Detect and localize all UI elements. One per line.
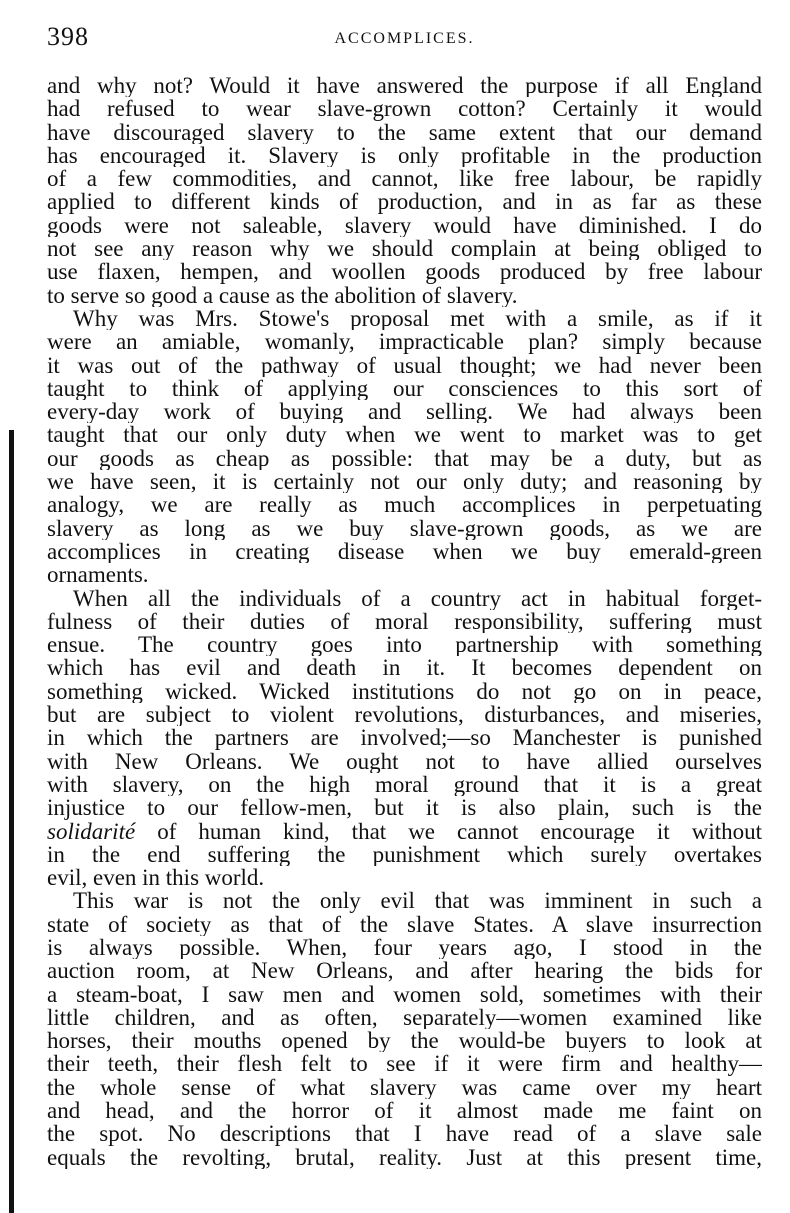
text-line: were an amiable, womanly, impracticable plan? simply because (47, 330, 762, 354)
body-text (47, 74, 762, 1169)
text-line: fulness of their duties of moral responsibility, suffering must (47, 609, 762, 634)
text-line: their teeth, their flesh felt to see if it were firm and healthy— (47, 1052, 762, 1076)
text-line: evil, even in this world. (47, 866, 265, 890)
book-page (47, 22, 762, 1169)
text-line: not see any reason why we should complain at being obliged to (47, 237, 762, 261)
text-line: of a few commodities, and cannot, like free labour, be rapidly (47, 167, 762, 191)
text-line: to serve so good a cause as the abolition of slavery. (47, 283, 518, 307)
text-line: and head, and the horror of it almost made me faint on (47, 1099, 762, 1123)
text-line: a steam-boat, I saw men and women sold, sometimes with their (47, 982, 762, 1006)
text-line (47, 820, 762, 843)
text-line: This war is not the only evil that was imminent in such a (73, 889, 762, 913)
text-line: ensue. The country goes into partnership with something (47, 633, 762, 657)
italic-word: solidarité (47, 819, 136, 843)
text-line: use flaxen, hempen, and woollen goods produced by free labour (47, 260, 762, 284)
text-line: is always possible. When, four years ago, I stood in the (47, 935, 762, 960)
text-line: auction room, at New Orleans, and after hearing the bids for (47, 959, 762, 983)
text-line: ornaments. (47, 563, 149, 587)
text-line: the whole sense of what slavery was came over my heart (47, 1075, 762, 1100)
text-line: goods were not saleable, slavery would have diminished. I do (47, 213, 762, 238)
text-line: taught that our only duty when we went to market was to get (47, 423, 762, 447)
text-line: have discouraged slavery to the same extent that our demand (47, 120, 762, 144)
text-line: little children, and as often, separately—women examined like (47, 1005, 762, 1030)
running-head: ACCOMPLICES. (334, 30, 475, 47)
margin-rule (9, 430, 14, 1213)
text-line: every-day work of buying and selling. We had always been (47, 400, 762, 424)
text-line: something wicked. Wicked institutions do not go on in peace, (47, 679, 762, 704)
text-line: applied to different kinds of production, and in as far as these (47, 190, 762, 214)
text-line: accomplices in creating disease when we buy emerald-green (47, 539, 762, 564)
text-line: in the end suffering the punishment which surely overtakes (47, 842, 762, 867)
page-header (47, 22, 762, 58)
text-line: it was out of the pathway of usual thought; we had never been (47, 353, 762, 377)
text-line: slavery as long as we buy slave-grown goods, as we are (47, 516, 762, 540)
text-line: equals the revolting, brutal, reality. Just at this present time, (47, 1145, 762, 1169)
text-line: Why was Mrs. Stowe's proposal met with a smile, as if it (73, 306, 762, 331)
text-line: analogy, we are really as much accomplices in perpetuating (47, 493, 762, 517)
text-line: with slavery, on the high moral ground that it is a great (47, 772, 762, 797)
text-line: state of society as that of the slave States. A slave insurrection (47, 912, 762, 936)
text-line: our goods as cheap as possible: that may be a duty, but as (47, 446, 762, 471)
text-line: When all the individuals of a country act in habitual forget- (73, 586, 762, 610)
text-line: horses, their mouths opened by the would-be buyers to look at (47, 1029, 762, 1053)
text-line: but are subject to violent revolutions, disturbances, and miseries, (47, 703, 762, 727)
line-text: of human kind, that we cannot encourage it without (135, 819, 762, 843)
text-line: which has evil and death in it. It becomes dependent on (47, 656, 762, 680)
text-line: injustice to our fellow-men, but it is also plain, such is the (47, 796, 762, 820)
text-line: we have seen, it is certainly not our only duty; and reasoning by (47, 470, 762, 494)
text-line: and why not? Would it have answered the purpose if all England (47, 74, 762, 98)
text-line: taught to think of applying our consciences to this sort of (47, 376, 762, 401)
text-line: the spot. No descriptions that I have read of a slave sale (47, 1122, 762, 1146)
page-number: 398 (47, 22, 89, 51)
text-line: in which the partners are involved;—so Manchester is punished (47, 726, 762, 750)
text-line: has encouraged it. Slavery is only profitable in the production (47, 143, 762, 168)
text-line: with New Orleans. We ought not to have allied ourselves (47, 749, 762, 773)
text-line: had refused to wear slave-grown cotton? Certainly it would (47, 97, 762, 121)
